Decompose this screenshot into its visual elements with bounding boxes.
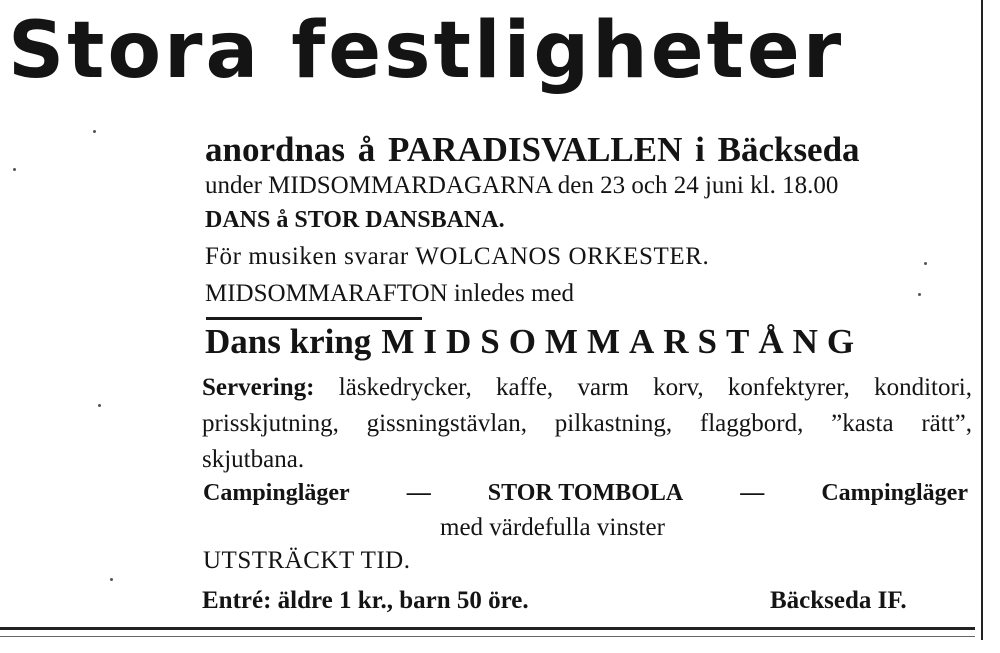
ad-headline: Stora festligheter [8,6,845,96]
print-speck [924,262,927,265]
organizer-name: Bäckseda IF. [770,587,907,614]
print-speck [93,130,96,133]
date-time-line: under MIDSOMMARDAGARNA den 23 och 24 juni kl. 18.00 [205,172,839,199]
print-speck [13,168,16,171]
tombola: STOR TOMBOLA [487,480,684,506]
camping-left: Campingläger [203,480,350,506]
maypole-prefix: Dans kring [205,322,372,361]
servering-text: läskedrycker, kaffe, varm korv, konfektyrer, konditori, prisskjutning, gissningstävlan, pilkastning, flaggbord, ”kasta rätt”, skjutbana. [202,374,972,473]
maypole-dance-line [205,322,863,362]
print-speck [918,293,921,296]
prizes-line: med värdefulla vinster [440,514,665,541]
music-line: För musiken svarar WOLCANOS ORKESTER. [205,243,710,270]
extended-time-line: UTSTRÄCKT TID. [203,547,411,574]
maypole-word: MIDSOMMARSTÅNG [381,322,864,361]
camping-tombola-line [203,480,968,507]
bottom-border-rule-thin [0,636,975,637]
camping-right: Campingläger [821,480,968,506]
midsummer-eve-line: MIDSOMMARAFTON inledes med [205,280,574,307]
dash-right: — [740,480,765,506]
entrance-fee-line: Entré: äldre 1 kr., barn 50 öre. [202,587,529,614]
venue-line: anordnas å PARADISVALLEN i Bäckseda [205,130,860,169]
right-border-rule [981,0,983,640]
dash-left: — [406,480,431,506]
dance-floor-line: DANS å STOR DANSBANA. [205,207,505,233]
servering-label: Servering: [202,374,315,401]
bottom-border-rule [0,627,975,630]
print-speck [98,404,101,407]
servering-paragraph [202,370,972,478]
print-speck [110,578,113,581]
section-divider [206,317,422,320]
